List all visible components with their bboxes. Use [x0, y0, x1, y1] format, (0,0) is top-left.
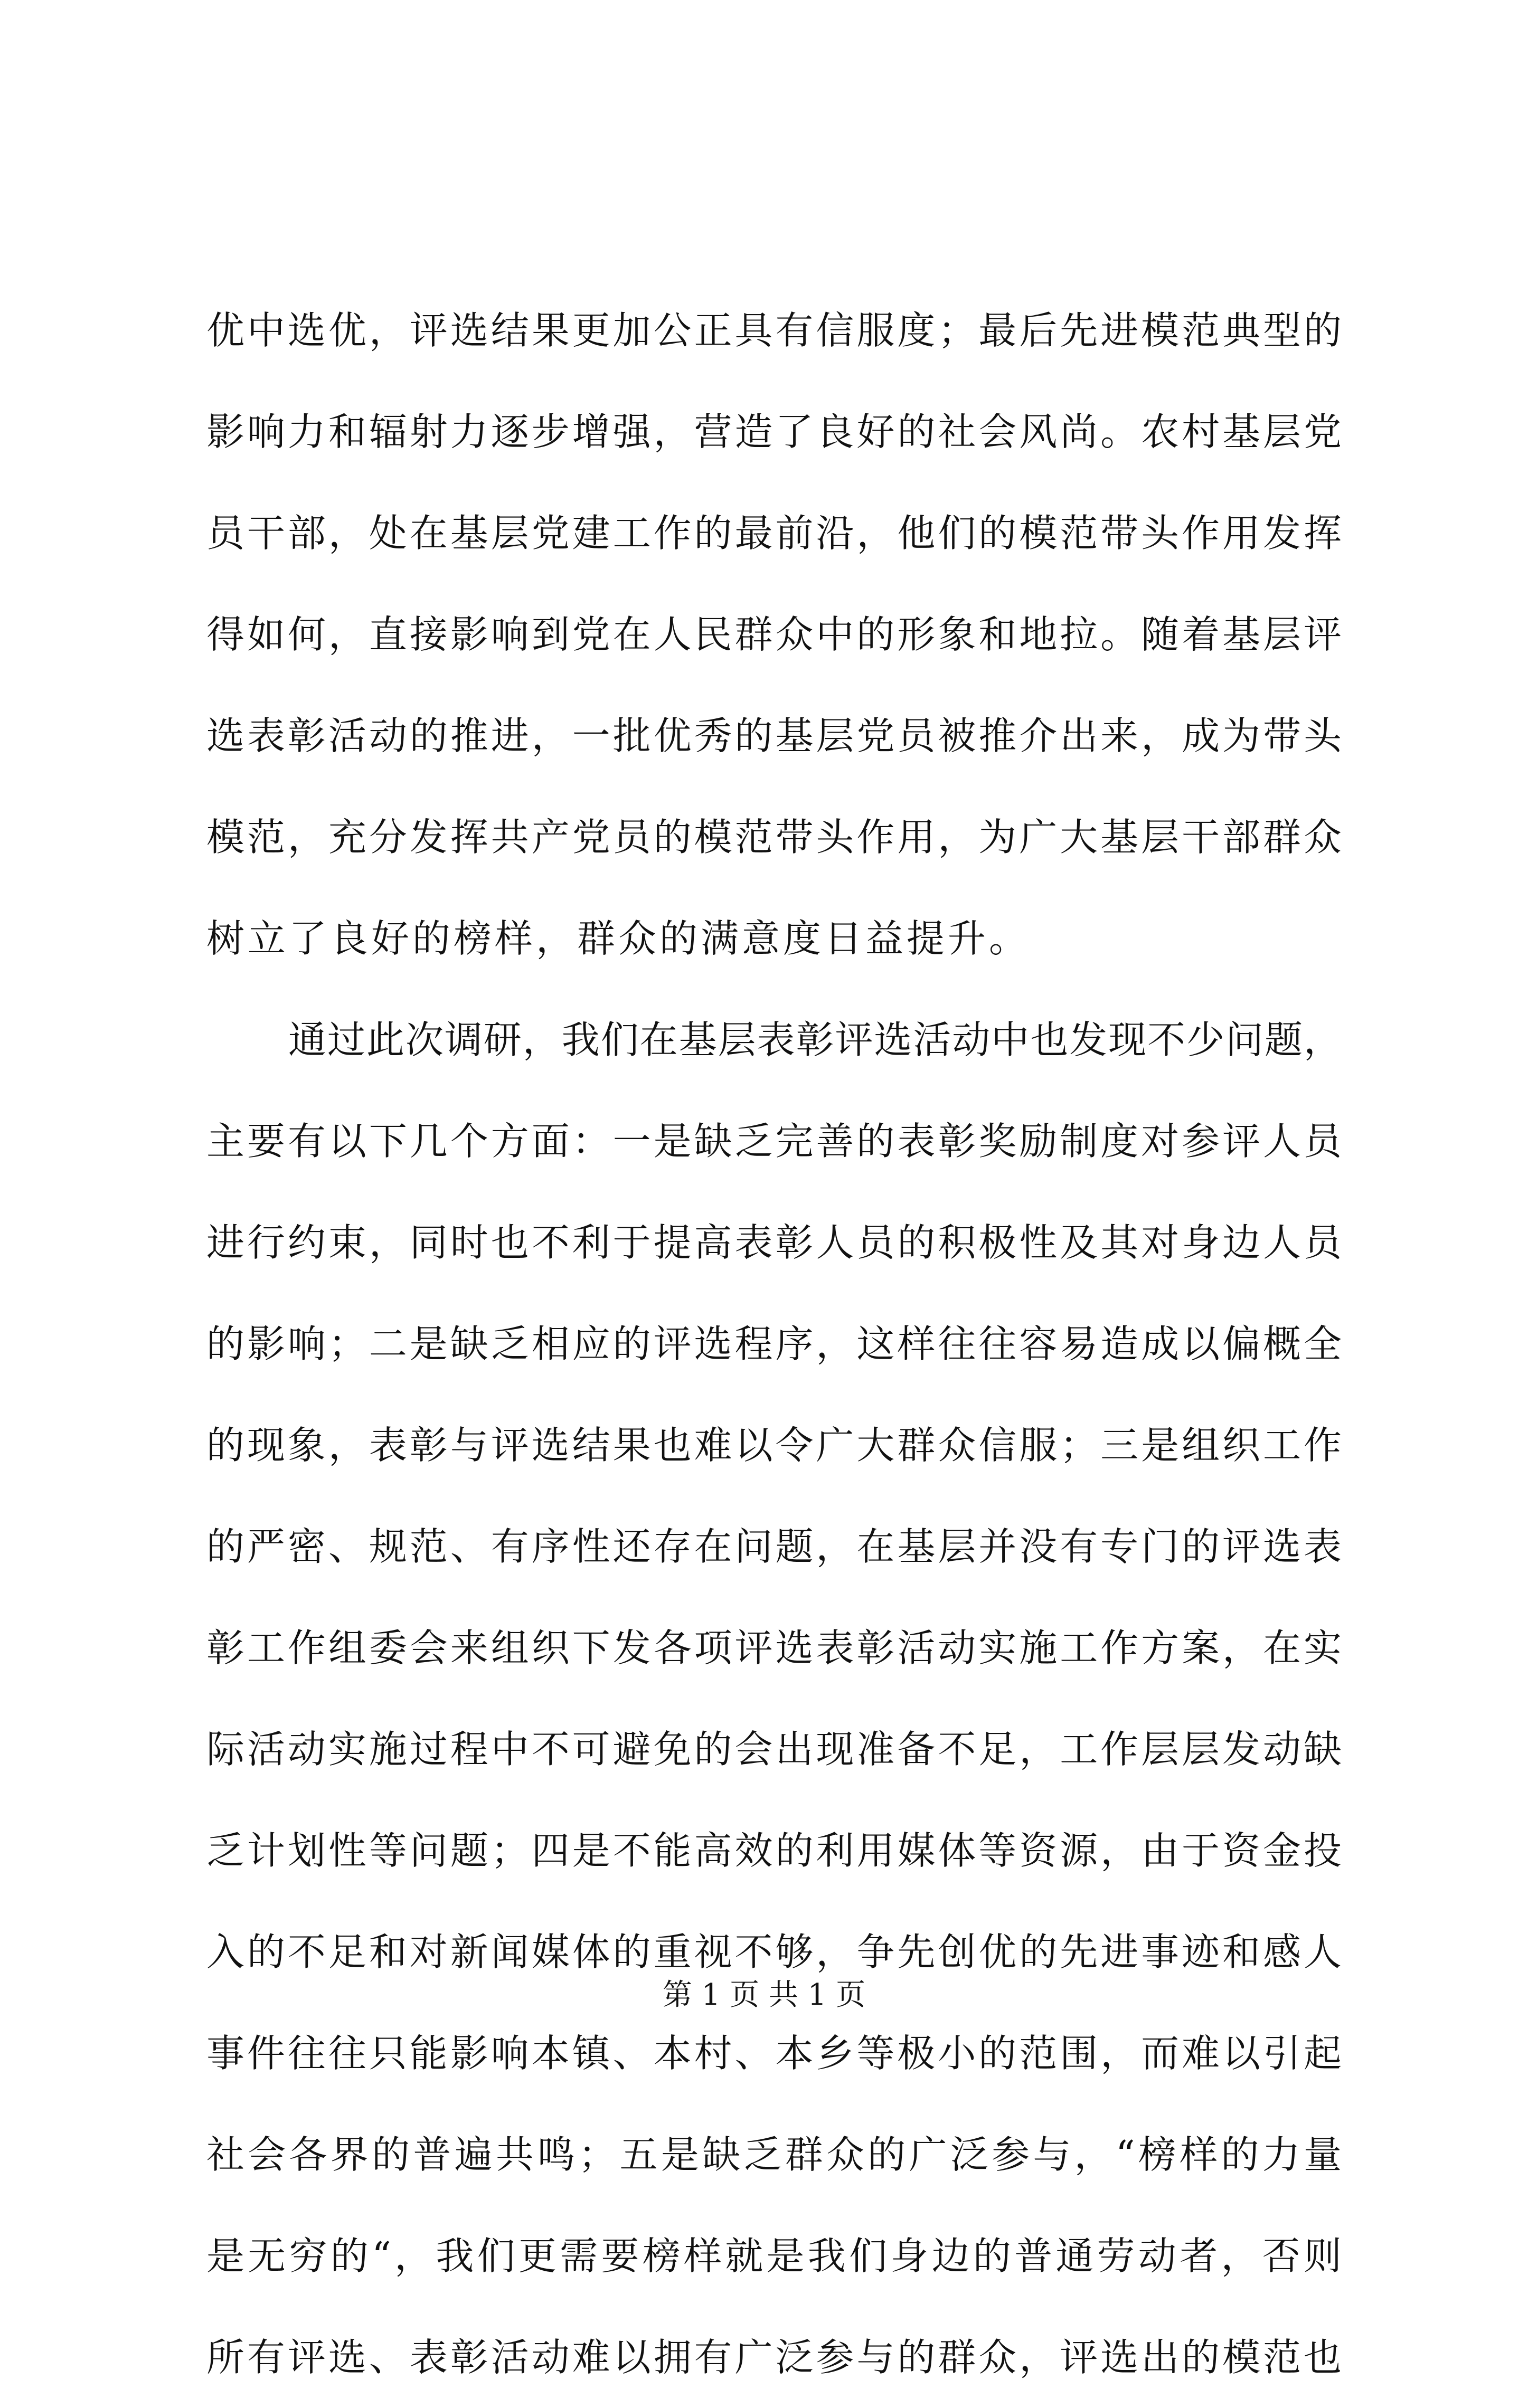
text-line: 彰工作组委会来组织下发各项评选表彰活动实施工作方案，在实 — [206, 1626, 1342, 1670]
document-body — [206, 280, 1342, 2408]
text-line: 所有评选、表彰活动难以拥有广泛参与的群众，评选出的模范也 — [206, 2335, 1342, 2379]
text-line: 的现象，表彰与评选结果也难以令广大群众信服；三是组织工作 — [206, 1423, 1342, 1467]
text-line: 乏计划性等问题；四是不能高效的利用媒体等资源，由于资金投 — [206, 1828, 1342, 1873]
text-line: 影响力和辐射力逐步增强，营造了良好的社会风尚。农村基层党 — [206, 410, 1342, 454]
text-line: 通过此次调研，我们在基层表彰评选活动中也发现不少问题， — [288, 1018, 1342, 1062]
text-line: 主要有以下几个方面：一是缺乏完善的表彰奖励制度对参评人员 — [206, 1119, 1342, 1163]
text-line: 是无穷的“，我们更需要榜样就是我们身边的普通劳动者，否则 — [206, 2234, 1342, 2278]
text-line: 树立了良好的榜样，群众的满意度日益提升。 — [206, 916, 1031, 961]
text-line: 的影响；二是缺乏相应的评选程序，这样往往容易造成以偏概全 — [206, 1322, 1342, 1366]
text-line: 的严密、规范、有序性还存在问题，在基层并没有专门的评选表 — [206, 1524, 1342, 1569]
text-line: 进行约束，同时也不利于提高表彰人员的积极性及其对身边人员 — [206, 1220, 1342, 1265]
page-number-label: 第 1 页 共 1 页 — [662, 1978, 866, 2012]
text-line: 际活动实施过程中不可避免的会出现准备不足，工作层层发动缺 — [206, 1727, 1342, 1771]
text-line: 模范，充分发挥共产党员的模范带头作用，为广大基层干部群众 — [206, 815, 1342, 859]
text-line: 事件往往只能影响本镇、本村、本乡等极小的范围，而难以引起 — [206, 2031, 1342, 2075]
text-line: 选表彰活动的推进，一批优秀的基层党员被推介出来，成为带头 — [206, 714, 1342, 758]
page-footer — [0, 1974, 1528, 2016]
text-line: 社会各界的普遍共鸣；五是缺乏群众的广泛参与，“榜样的力量 — [206, 2132, 1342, 2177]
paragraph-1 — [206, 280, 1342, 989]
text-line: 员干部，处在基层党建工作的最前沿，他们的模范带头作用发挥 — [206, 511, 1342, 555]
text-line: 入的不足和对新闻媒体的重视不够，争先创优的先进事迹和感人 — [206, 1930, 1342, 1974]
text-line: 优中选优，评选结果更加公正具有信服度；最后先进模范典型的 — [206, 308, 1342, 353]
paragraph-2 — [206, 989, 1342, 2408]
text-line: 得如何，直接影响到党在人民群众中的形象和地拉。随着基层评 — [206, 612, 1342, 657]
